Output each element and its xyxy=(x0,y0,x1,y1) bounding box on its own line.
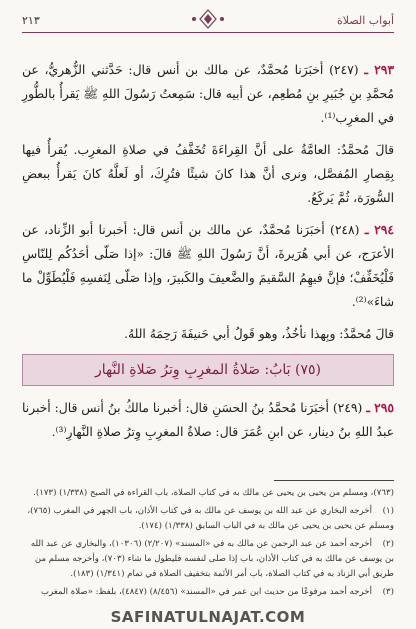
chapter-heading: (٧٥) بَابُ: صَلاةُ المغرِبِ وِترُ صَلاةِ النَّهار xyxy=(22,354,394,386)
paragraph-commentary-2 xyxy=(22,322,394,346)
footnote-3: (٣)أخرجه أحمد مرفوعًا من حديث ابن عمر في «المسند» (٨/٤٥٦) (٤٨٤٧)، بلفظ: «صلاة المغرب xyxy=(41,587,394,597)
footnote-1: (١)أخرجه البخاري عن عبد الله بن يوسف عن مالك به في كتاب الأذان، باب الجهر في المغرب (٧٦٥)، ومسلم عن يحيى بن يحيى عن مالك به في الباب السابق (١/٣٣٨) (١٧٤). xyxy=(27,506,394,531)
hadith-number: ٢٩٤ ـ xyxy=(364,222,394,237)
footnotes xyxy=(22,486,394,603)
header-rule xyxy=(22,32,394,33)
footnote-2: (٢)أخرجه أحمد عن عبد الرحمن عن مالك به في «المسند» (٢/٢٠٧) (١٠٣٠٦)، والبخاري عن عبد الله بن يوسف عن مالك به في كتاب الأذان، باب إذا صلى لنفسه فليطول ما شاء (٧٠٣)، وأخرجه مسلم من طريق أبي الزناد به في كتاب الصلاة، باب أمر الأئمة بتخفيف الصلاة في تمام (١/٣٤١) (١٨٣). xyxy=(30,539,394,579)
paragraph-294 xyxy=(22,218,394,314)
paragraph-295 xyxy=(22,396,394,444)
hadith-text: (٢٤٩) أخبَرَنا مُحمَّدُ بنُ الحسَنِ قال: أخبرنا مالكُ بنُ أنس قال: أخبرنا عبدُ اللهِ بنُ دينار، عن ابنِ عُمَرَ قال: صلاةُ المغرِبِ وِترُ صلاةِ النَّهارِ⁽³⁾. xyxy=(22,401,394,439)
hadith-text: (٢٤٧) أخبَرَنا مُحمَّدٌ، عن مالك بن أنس قال: حَدَّثني الزُّهريُّ، عن مُحمَّدِ بنِ جُبَيرِ بنِ مُطعِم، عن أبيه قال: سَمِعتُ رَسُولَ اللهِ ﷺ يَقرأُ بالطُّورِ في المغرِب⁽¹⁾. xyxy=(22,63,394,125)
main-text xyxy=(22,58,394,452)
watermark: SAFINATULNAJAT.COM xyxy=(110,608,306,626)
commentary-text: قالَ مُحمَّدٌ: وبِهذا نأخُذُ، وهو قَولُ أبي حَنيفَةَ رَحِمَهُ اللهُ. xyxy=(124,327,394,341)
footnote-continued: (٧٦٣)، ومسلم من يحيى بن يحيى عن مالك به في كتاب الصلاة، باب القراءة في الصبح (١/٣٣٨) (١٧٣). xyxy=(33,488,394,498)
hadith-number: ٢٩٣ ـ xyxy=(364,62,394,77)
hadith-text: (٢٤٨) أخبَرَنا مُحمَّدٌ، عن مالك بن أنس قال: أخبرنا أبو الزِّناد، عن الأعرَج، عن أبي هُرَيرةَ، أنَّ رَسُولَ اللهِ ﷺ قالَ: «إذا صَلّى أحَدُكُم لِلنّاسِ فَلْيُخَفِّفْ؛ فإنَّ فيهِمُ السَّقيمَ والضَّعيفَ والكَبيرَ، وإذا صَلّى لِنَفسِهِ فَلْيُطَوِّلْ ما شاءَ»⁽²⁾. xyxy=(22,223,394,309)
paragraph-293 xyxy=(22,58,394,130)
footnote-rule xyxy=(274,480,394,481)
paragraph-commentary-1 xyxy=(22,138,394,210)
header-title: أبواب الصلاة xyxy=(337,14,394,27)
running-header xyxy=(22,8,394,32)
ornament-icon xyxy=(186,8,230,30)
commentary-text: قالَ مُحمَّدٌ: العامَّةُ على أنَّ القِراءَةَ تُخَفَّفُ في صلاةِ المغرِب. يُقرأُ فيها بِقِصارِ المُفصَّل، ونرى أنَّ هذا كانَ شيئًا فتُرِكَ، أو لَعلَّهُ كانَ يَقرأُ ببعضِ السُّورَة، ثُمَّ يَركَعُ. xyxy=(22,143,394,205)
page-number: ٢١٣ xyxy=(22,14,40,27)
hadith-number: ٢٩٥ ـ xyxy=(366,400,394,415)
